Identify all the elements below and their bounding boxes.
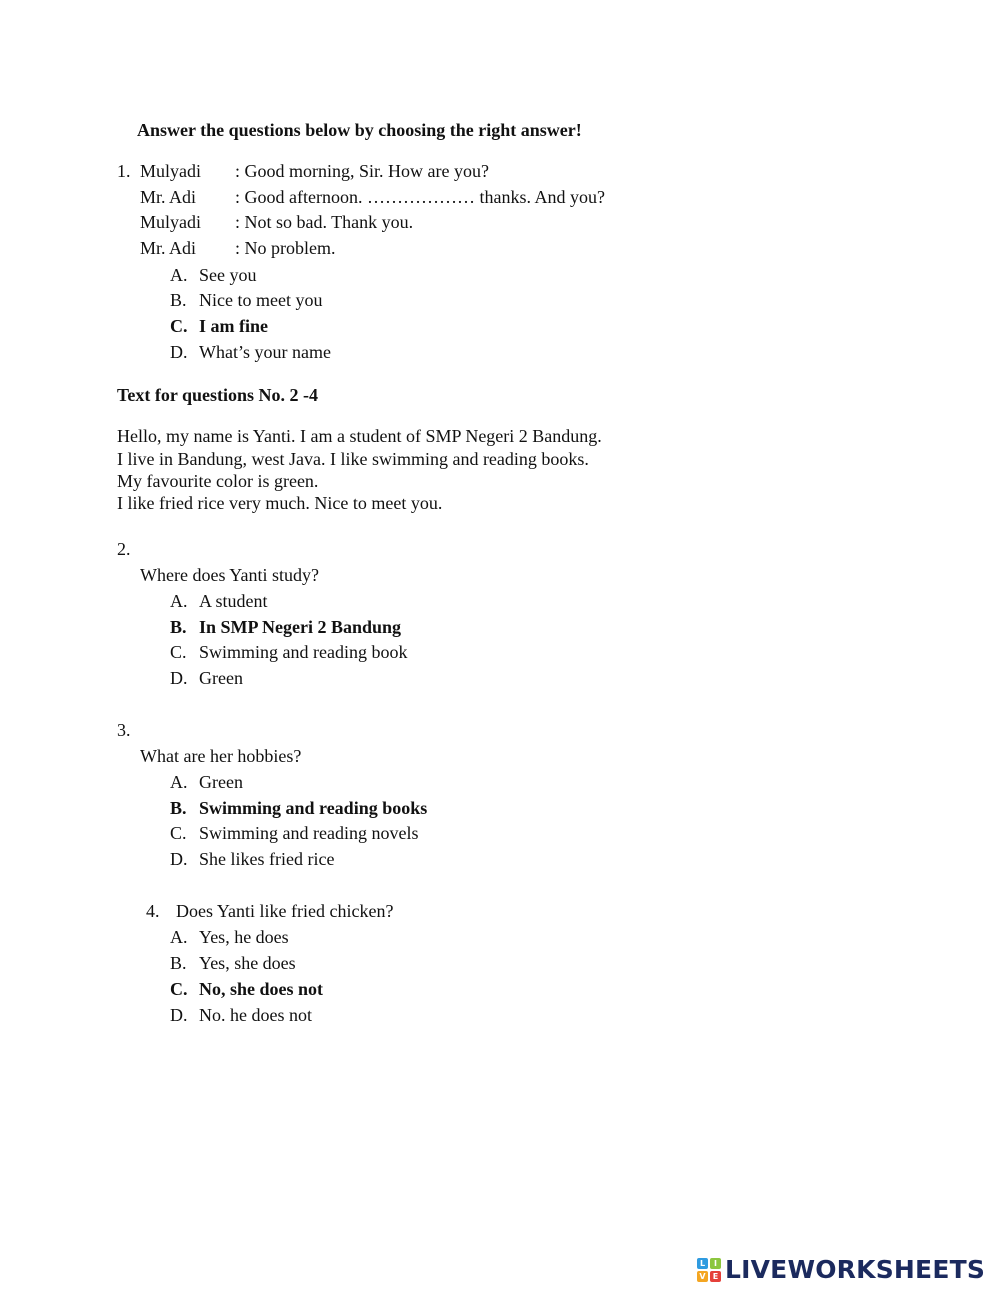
dialogue-line bbox=[140, 211, 413, 233]
passage-line: Hello, my name is Yanti. I am a student of SMP Negeri 2 Bandung. bbox=[117, 426, 602, 446]
option-label: B. bbox=[170, 617, 187, 637]
option-text: No. he does not bbox=[199, 1005, 312, 1025]
option-c[interactable] bbox=[170, 641, 407, 663]
passage-line: My favourite color is green. bbox=[117, 471, 319, 491]
option-text: No, she does not bbox=[199, 979, 324, 999]
option-label: C. bbox=[170, 823, 187, 843]
option-d[interactable] bbox=[170, 1004, 312, 1026]
question-3-text: What are her hobbies? bbox=[140, 746, 302, 766]
option-label: A. bbox=[170, 265, 188, 285]
utterance: : Good morning, Sir. How are you? bbox=[235, 161, 489, 181]
option-label: C. bbox=[170, 642, 187, 662]
option-text: Yes, she does bbox=[199, 953, 296, 973]
option-text: Nice to meet you bbox=[199, 290, 323, 310]
option-text: See you bbox=[199, 265, 257, 285]
option-label: D. bbox=[170, 849, 188, 869]
logo-square-e: E bbox=[710, 1271, 721, 1282]
option-b-correct[interactable] bbox=[170, 616, 401, 638]
logo-text: LIVEWORKSHEETS bbox=[725, 1255, 986, 1284]
option-b-correct[interactable] bbox=[170, 797, 427, 819]
option-label: B. bbox=[170, 798, 187, 818]
option-label: D. bbox=[170, 668, 188, 688]
option-text: In SMP Negeri 2 Bandung bbox=[199, 617, 402, 637]
option-label: A. bbox=[170, 927, 188, 947]
speaker: Mulyadi bbox=[140, 161, 201, 181]
option-c[interactable] bbox=[170, 822, 418, 844]
option-text: Yes, he does bbox=[199, 927, 289, 947]
utterance: : No problem. bbox=[235, 238, 336, 258]
instruction: Answer the questions below by choosing the right answer! bbox=[137, 120, 582, 140]
option-d[interactable] bbox=[170, 667, 243, 689]
question-4-text: Does Yanti like fried chicken? bbox=[176, 901, 394, 921]
speaker: Mr. Adi bbox=[140, 238, 197, 258]
option-b[interactable] bbox=[170, 289, 322, 311]
dialogue-line bbox=[140, 160, 489, 182]
option-c-correct[interactable] bbox=[170, 978, 323, 1000]
question-2-number: 2. bbox=[117, 539, 131, 559]
text-heading: Text for questions No. 2 -4 bbox=[117, 385, 319, 405]
speaker: Mulyadi bbox=[140, 212, 201, 232]
liveworksheets-logo bbox=[697, 1256, 985, 1284]
option-a[interactable] bbox=[170, 771, 243, 793]
option-text: Green bbox=[199, 772, 243, 792]
logo-square-l: L bbox=[697, 1258, 708, 1269]
option-text: What’s your name bbox=[199, 342, 331, 362]
option-label: C. bbox=[170, 979, 188, 999]
utterance: : Good afternoon. ……………… thanks. And you? bbox=[235, 187, 605, 207]
question-4-number: 4. bbox=[146, 901, 160, 921]
option-d[interactable] bbox=[170, 848, 334, 870]
option-label: C. bbox=[170, 316, 188, 336]
option-text: Green bbox=[199, 668, 243, 688]
liveworksheets-logo-icon bbox=[697, 1258, 721, 1282]
option-a[interactable] bbox=[170, 264, 257, 286]
option-text: I am fine bbox=[199, 316, 268, 336]
dialogue-line bbox=[140, 237, 336, 259]
option-label: D. bbox=[170, 342, 188, 362]
option-b[interactable] bbox=[170, 952, 296, 974]
logo-square-v: V bbox=[697, 1271, 708, 1282]
option-text: Swimming and reading novels bbox=[199, 823, 419, 843]
option-text: Swimming and reading book bbox=[199, 642, 408, 662]
option-label: A. bbox=[170, 772, 188, 792]
option-text: A student bbox=[199, 591, 268, 611]
option-label: D. bbox=[170, 1005, 188, 1025]
question-3-number: 3. bbox=[117, 720, 131, 740]
passage-line: I live in Bandung, west Java. I like swimming and reading books. bbox=[117, 449, 589, 469]
option-label: A. bbox=[170, 591, 188, 611]
option-d[interactable] bbox=[170, 341, 331, 363]
option-label: B. bbox=[170, 290, 187, 310]
option-label: B. bbox=[170, 953, 187, 973]
question-2-text: Where does Yanti study? bbox=[140, 565, 319, 585]
dialogue-line bbox=[140, 186, 605, 208]
speaker: Mr. Adi bbox=[140, 187, 197, 207]
passage-line: I like fried rice very much. Nice to meet you. bbox=[117, 493, 443, 513]
utterance: : Not so bad. Thank you. bbox=[235, 212, 414, 232]
question-1-number: 1. bbox=[117, 161, 131, 181]
logo-square-i: I bbox=[710, 1258, 721, 1269]
option-text: Swimming and reading books bbox=[199, 798, 428, 818]
option-a[interactable] bbox=[170, 590, 268, 612]
option-a[interactable] bbox=[170, 926, 289, 948]
option-text: She likes fried rice bbox=[199, 849, 335, 869]
option-c-correct[interactable] bbox=[170, 315, 268, 337]
